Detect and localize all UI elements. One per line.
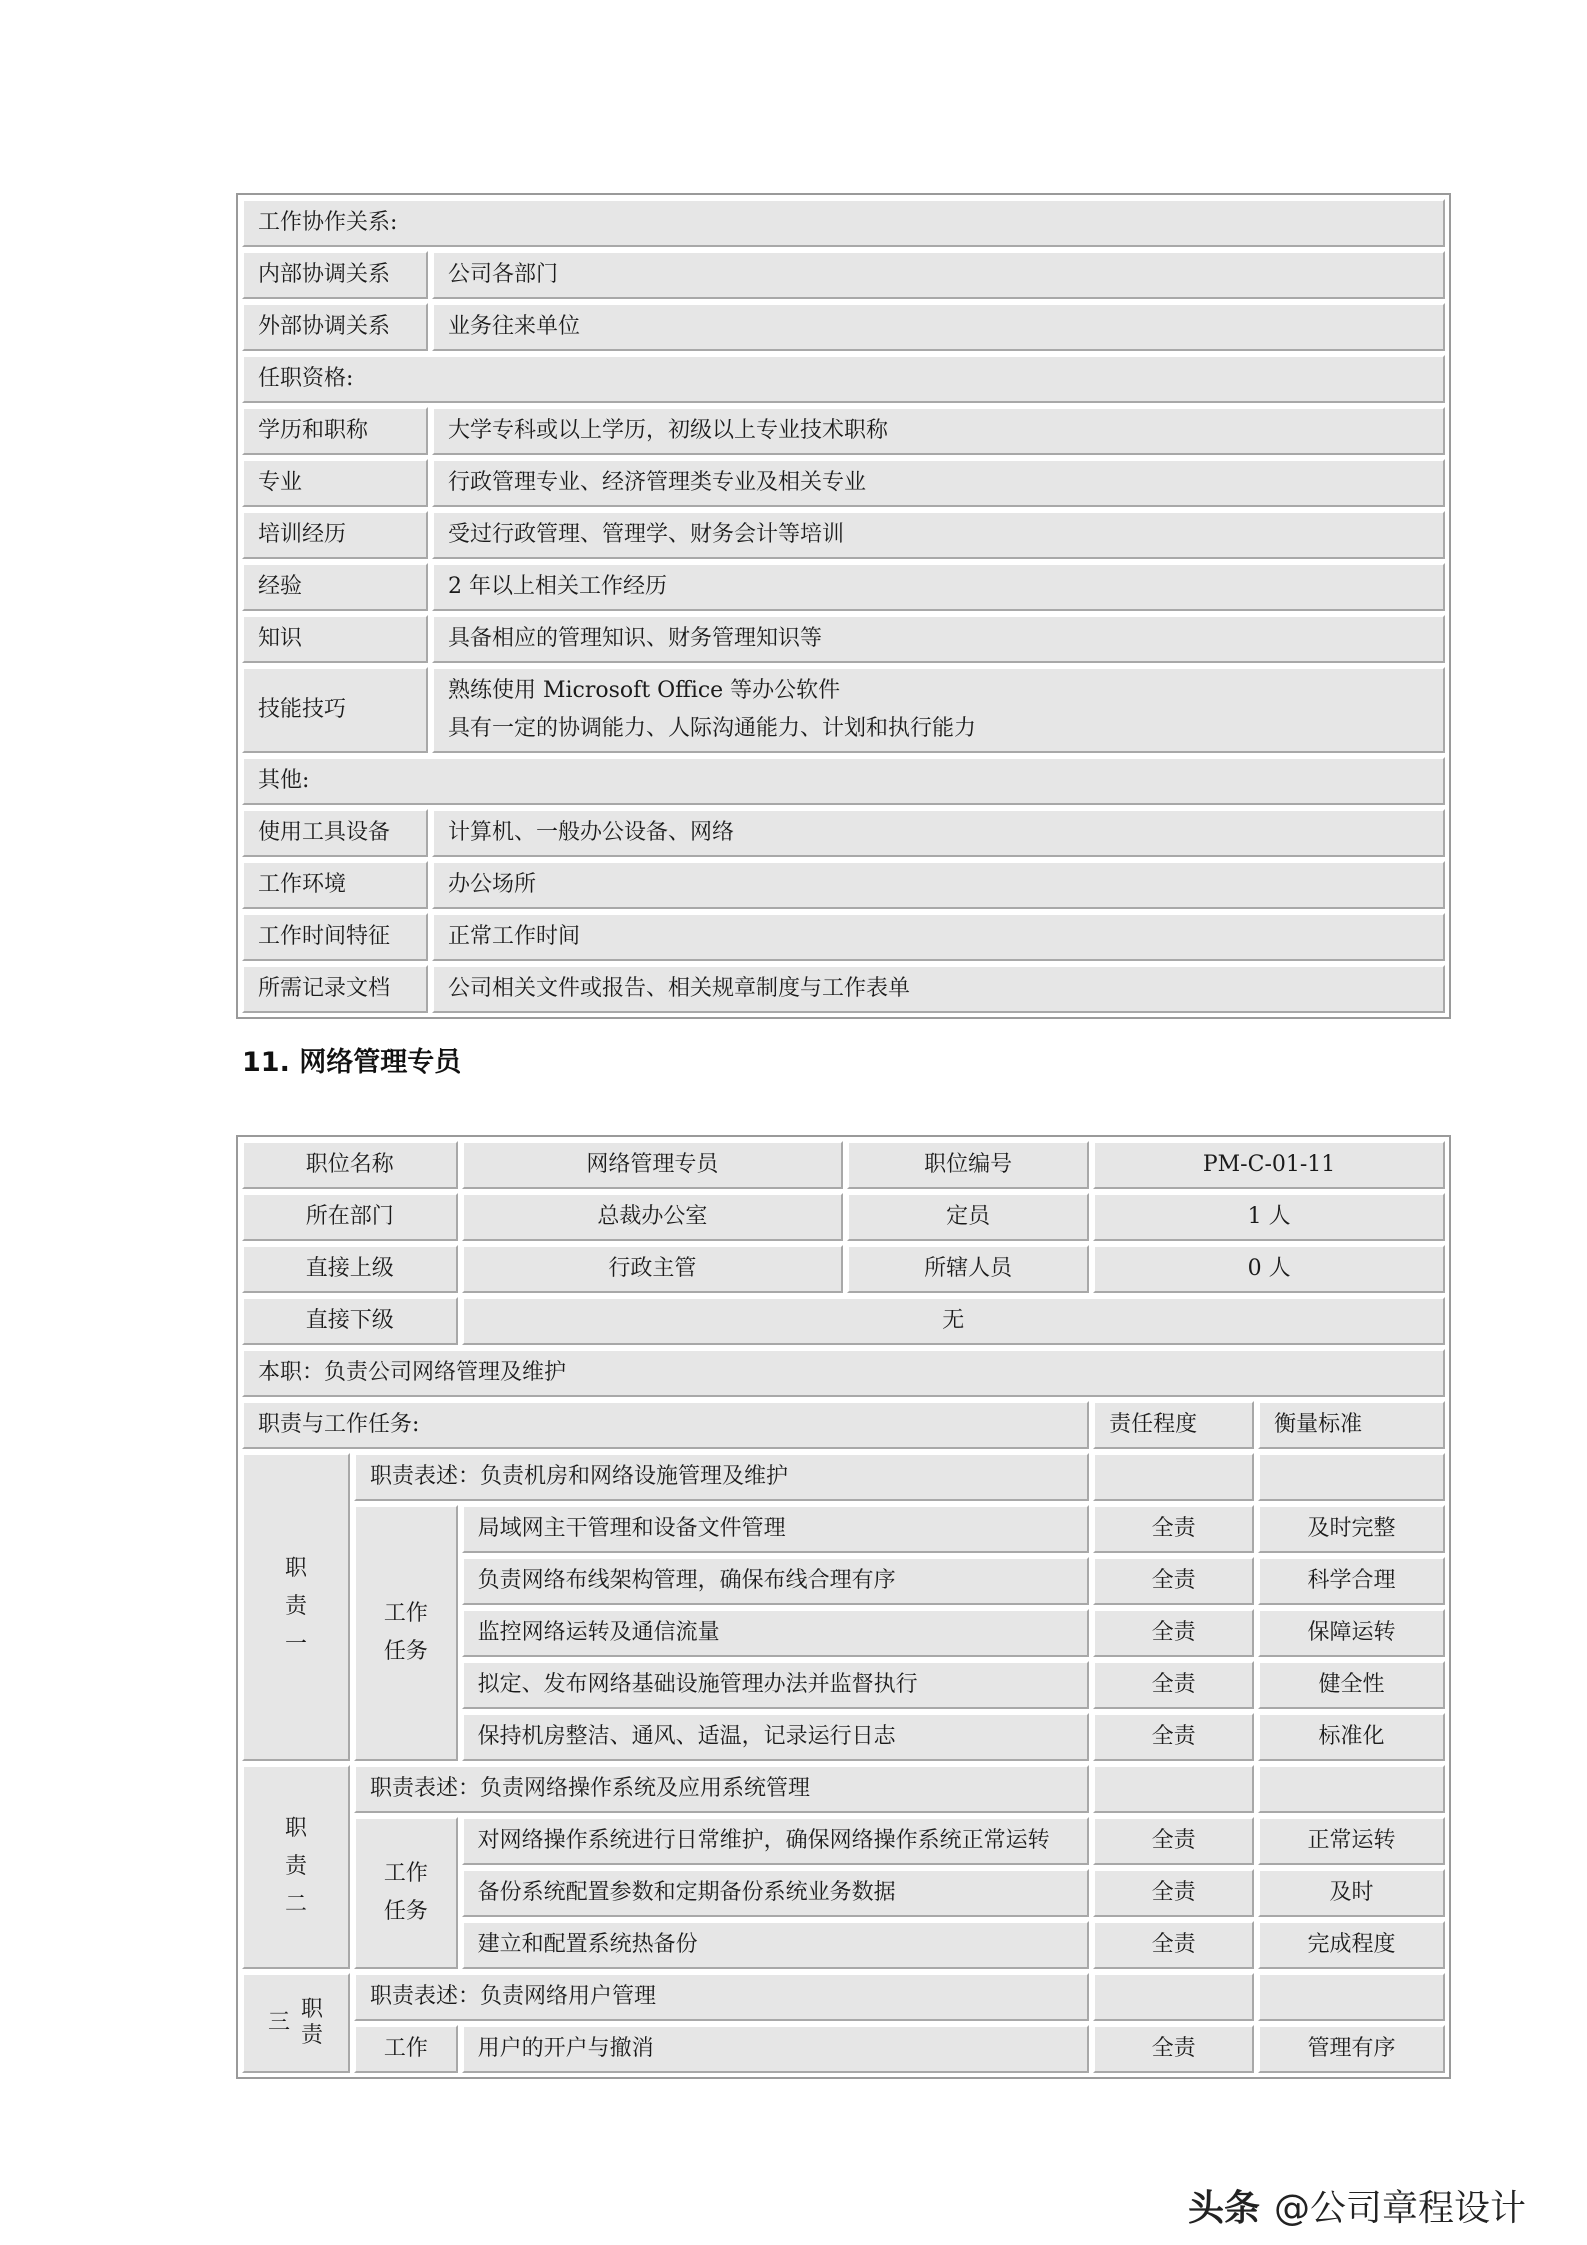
empty-cell	[1258, 1973, 1445, 2021]
task-responsibility: 全责	[1093, 1661, 1254, 1709]
row-value-multiline	[432, 667, 1445, 753]
row-label: 所需记录文档	[242, 965, 428, 1013]
task-responsibility: 全责	[1093, 1817, 1254, 1865]
row-value: 计算机、一般办公设备、网络	[432, 809, 1445, 857]
task-text: 备份系统配置参数和定期备份系统业务数据	[462, 1869, 1090, 1917]
row-label: 工作时间特征	[242, 913, 428, 961]
responsibility-header: 责任程度	[1093, 1401, 1254, 1449]
row-label: 外部协调关系	[242, 303, 428, 351]
duty-3-label-b: 职责	[301, 1997, 324, 2048]
task-standard: 正常运转	[1258, 1817, 1445, 1865]
empty-cell	[1093, 1973, 1254, 2021]
task-text: 监控网络运转及通信流量	[462, 1609, 1090, 1657]
empty-cell	[1093, 1765, 1254, 1813]
task-label-text: 工作任务	[383, 1601, 428, 1664]
subordinate-value: 无	[462, 1297, 1445, 1345]
task-responsibility: 全责	[1093, 1609, 1254, 1657]
empty-cell	[1258, 1453, 1445, 1501]
row-value: 公司各部门	[432, 251, 1445, 299]
standard-header: 衡量标准	[1258, 1401, 1445, 1449]
task-text: 保持机房整洁、通风、适温，记录运行日志	[462, 1713, 1090, 1761]
duty-2-task-label	[354, 1817, 458, 1969]
position-code-value: PM-C-01-11	[1093, 1141, 1445, 1189]
row-label: 学历和职称	[242, 407, 428, 455]
position-name-value: 网络管理专员	[462, 1141, 844, 1189]
task-standard: 管理有序	[1258, 2025, 1445, 2073]
subordinates-count-value: 0 人	[1093, 1245, 1445, 1293]
position-code-label: 职位编号	[847, 1141, 1089, 1189]
duty-2-label-text: 职责二	[285, 1816, 308, 1917]
row-label: 专业	[242, 459, 428, 507]
row-value: 具备相应的管理知识、财务管理知识等	[432, 615, 1445, 663]
row-label: 内部协调关系	[242, 251, 428, 299]
task-responsibility: 全责	[1093, 1505, 1254, 1553]
duty-3-task-label: 工作	[354, 2025, 458, 2073]
row-value: 公司相关文件或报告、相关规章制度与工作表单	[432, 965, 1445, 1013]
row-label: 技能技巧	[242, 667, 428, 753]
superior-value: 行政主管	[462, 1245, 844, 1293]
subordinates-count-label: 所辖人员	[847, 1245, 1089, 1293]
task-responsibility: 全责	[1093, 1713, 1254, 1761]
task-standard: 科学合理	[1258, 1557, 1445, 1605]
task-responsibility: 全责	[1093, 1557, 1254, 1605]
task-text: 对网络操作系统进行日常维护，确保网络操作系统正常运转	[462, 1817, 1090, 1865]
task-standard: 及时完整	[1258, 1505, 1445, 1553]
position-name-label: 职位名称	[242, 1141, 458, 1189]
duty-1-task-label	[354, 1505, 458, 1761]
row-value: 行政管理专业、经济管理类专业及相关专业	[432, 459, 1445, 507]
row-label: 知识	[242, 615, 428, 663]
task-standard: 完成程度	[1258, 1921, 1445, 1969]
section-other: 其他:	[242, 757, 1445, 805]
row-value: 大学专科或以上学历，初级以上专业技术职称	[432, 407, 1445, 455]
subordinate-label: 直接下级	[242, 1297, 458, 1345]
duty-2-label	[242, 1765, 350, 1969]
row-label: 使用工具设备	[242, 809, 428, 857]
row-value: 办公场所	[432, 861, 1445, 909]
row-value: 受过行政管理、管理学、财务会计等培训	[432, 511, 1445, 559]
task-responsibility: 全责	[1093, 2025, 1254, 2073]
row-value-line: 具有一定的协调能力、人际沟通能力、计划和执行能力	[448, 716, 977, 741]
watermark-brand: 头条	[1188, 2188, 1261, 2229]
task-label-text: 工作任务	[383, 1861, 428, 1924]
row-label: 培训经历	[242, 511, 428, 559]
task-text: 局域网主干管理和设备文件管理	[462, 1505, 1090, 1553]
row-label: 经验	[242, 563, 428, 611]
empty-cell	[1093, 1453, 1254, 1501]
job-summary: 本职：负责公司网络管理及维护	[242, 1349, 1445, 1397]
qualification-table	[236, 193, 1451, 1019]
duty-1-label	[242, 1453, 350, 1761]
row-value: 2 年以上相关工作经历	[432, 563, 1445, 611]
section-cooperation: 工作协作关系:	[242, 199, 1445, 247]
section-heading: 11. 网络管理专员	[242, 1047, 462, 1078]
duty-3-label	[242, 1973, 350, 2073]
task-standard: 标准化	[1258, 1713, 1445, 1761]
empty-cell	[1258, 1765, 1445, 1813]
duty-3-description: 职责表述：负责网络用户管理	[354, 1973, 1089, 2021]
row-label: 工作环境	[242, 861, 428, 909]
row-value: 业务往来单位	[432, 303, 1445, 351]
task-responsibility: 全责	[1093, 1869, 1254, 1917]
task-text: 负责网络布线架构管理，确保布线合理有序	[462, 1557, 1090, 1605]
duty-1-label-text: 职责一	[285, 1556, 308, 1657]
quota-value: 1 人	[1093, 1193, 1445, 1241]
quota-label: 定员	[847, 1193, 1089, 1241]
duty-1-description: 职责表述：负责机房和网络设施管理及维护	[354, 1453, 1089, 1501]
task-text: 拟定、发布网络基础设施管理办法并监督执行	[462, 1661, 1090, 1709]
task-standard: 保障运转	[1258, 1609, 1445, 1657]
task-responsibility: 全责	[1093, 1921, 1254, 1969]
duty-3-label-a: 三	[268, 2010, 291, 2035]
superior-label: 直接上级	[242, 1245, 458, 1293]
row-value-line: 熟练使用 Microsoft Office 等办公软件	[448, 678, 841, 703]
task-text: 用户的开户与撤消	[462, 2025, 1090, 2073]
row-value: 正常工作时间	[432, 913, 1445, 961]
duties-header: 职责与工作任务:	[242, 1401, 1089, 1449]
section-qualification: 任职资格:	[242, 355, 1445, 403]
job-description-table	[236, 1135, 1451, 2079]
watermark	[1188, 2180, 1526, 2231]
duty-2-description: 职责表述：负责网络操作系统及应用系统管理	[354, 1765, 1089, 1813]
watermark-handle: @公司章程设计	[1274, 2188, 1527, 2229]
department-label: 所在部门	[242, 1193, 458, 1241]
task-standard: 及时	[1258, 1869, 1445, 1917]
department-value: 总裁办公室	[462, 1193, 844, 1241]
task-standard: 健全性	[1258, 1661, 1445, 1709]
task-text: 建立和配置系统热备份	[462, 1921, 1090, 1969]
